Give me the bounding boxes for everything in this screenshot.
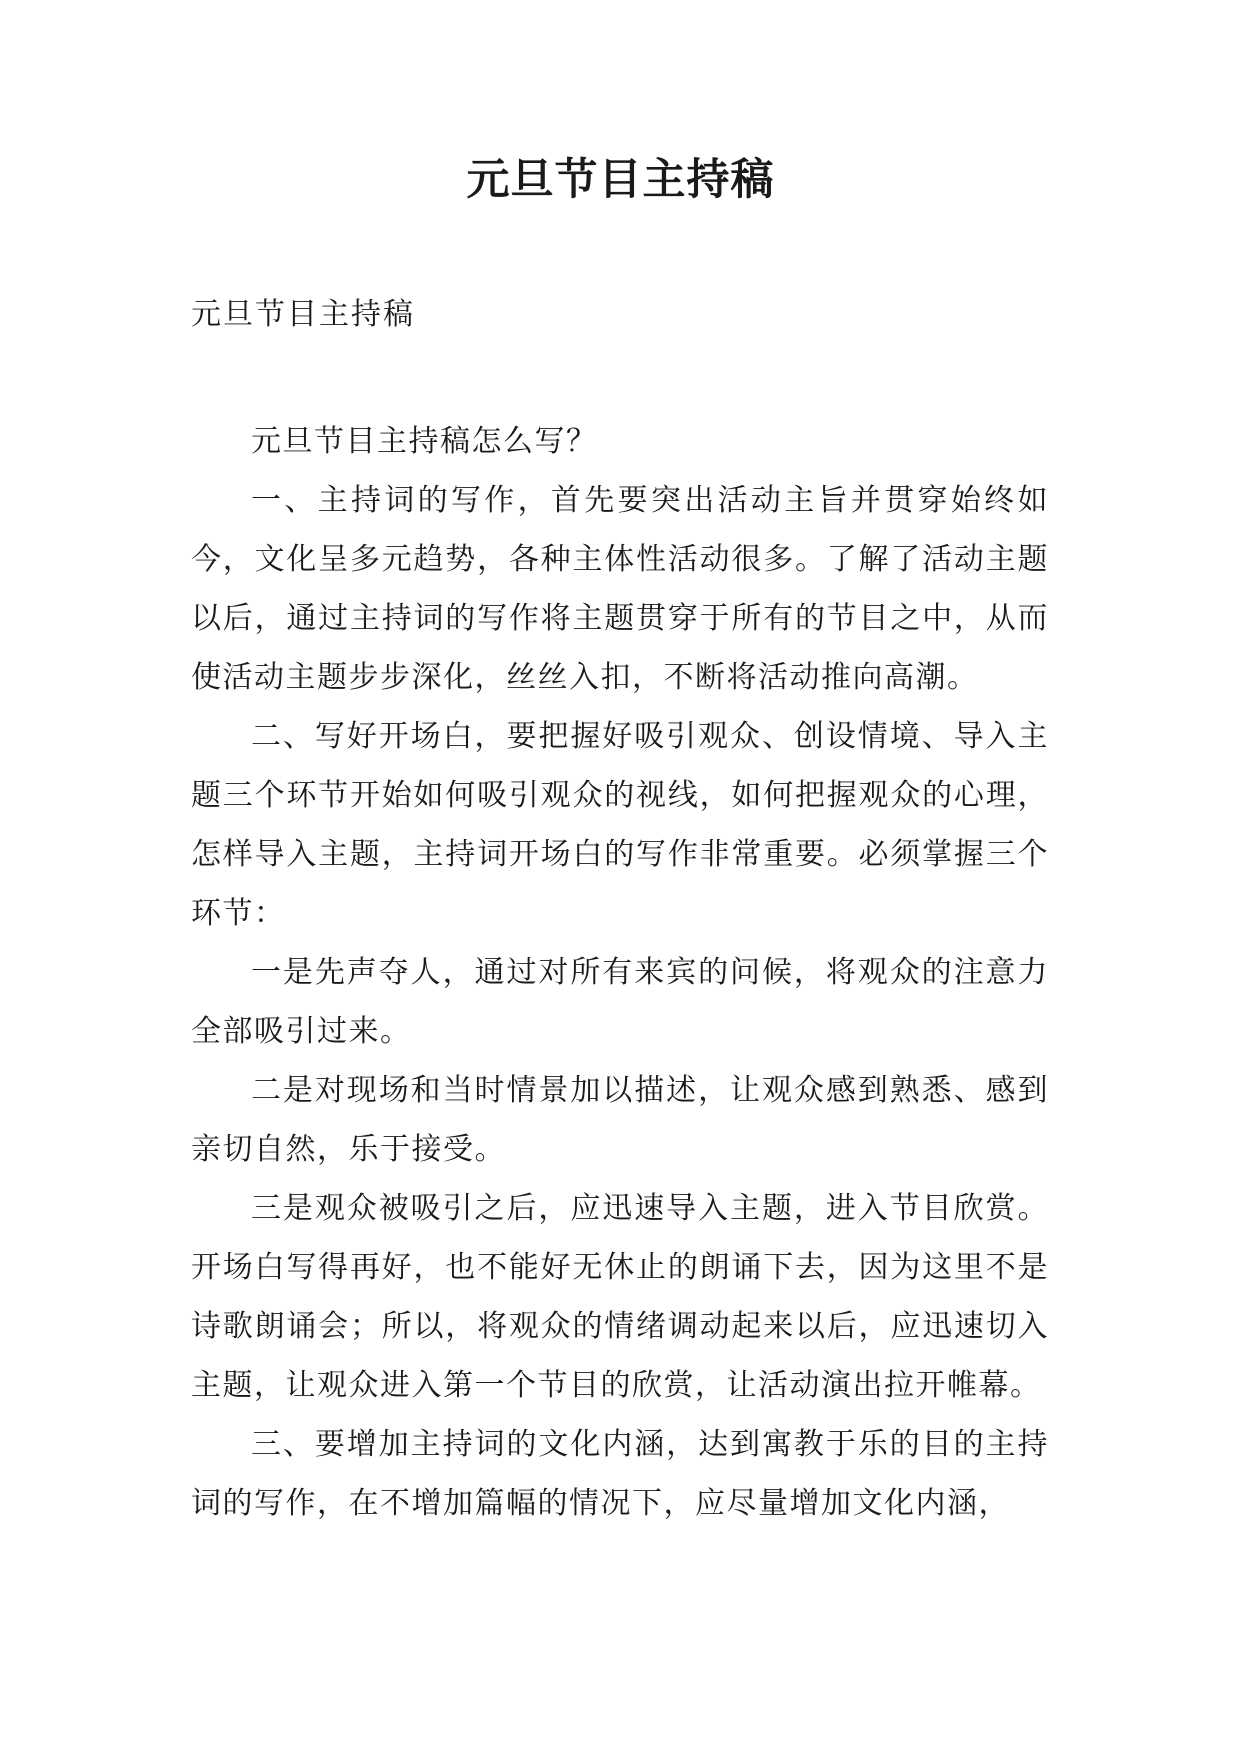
paragraph: 三、要增加主持词的文化内涵，达到寓教于乐的目的主持词的写作，在不增加篇幅的情况下，应尽量增加文化内涵， xyxy=(191,1427,1049,1521)
paragraph: 元旦节目主持稿怎么写？ xyxy=(251,424,598,459)
paragraph: 二、写好开场白，要把握好吸引观众、创设情境、导入主题三个环节开始如何吸引观众的视线，如何把握观众的心理，怎样导入主题，主持词开场白的写作非常重要。必须掌握三个环节： xyxy=(191,719,1049,931)
paragraph: 一是先声夺人，通过对所有来宾的问候，将观众的注意力全部吸引过来。 xyxy=(191,955,1049,1049)
paragraph: 一、主持词的写作，首先要突出活动主旨并贯穿始终如今，文化呈多元趋势，各种主体性活动很多。了解了活动主题以后，通过主持词的写作将主题贯穿于所有的节目之中，从而使活动主题步步深化，丝丝入扣，不断将活动推向高潮。 xyxy=(191,483,1049,695)
document-subtitle: 元旦节目主持稿 xyxy=(191,297,415,332)
paragraph: 二是对现场和当时情景加以描述，让观众感到熟悉、感到亲切自然，乐于接受。 xyxy=(191,1073,1049,1167)
paragraph: 三是观众被吸引之后，应迅速导入主题，进入节目欣赏。开场白写得再好，也不能好无休止的朗诵下去，因为这里不是诗歌朗诵会；所以，将观众的情绪调动起来以后，应迅速切入主题，让观众进入第一个节目的欣赏，让活动演出拉开帷幕。 xyxy=(191,1191,1049,1403)
document-body xyxy=(191,412,1049,1533)
document-title: 元旦节目主持稿 xyxy=(466,155,775,205)
